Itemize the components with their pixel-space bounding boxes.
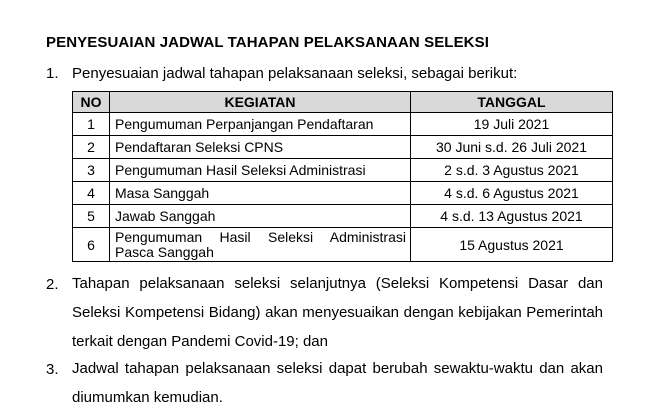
list-number: 1. bbox=[46, 65, 59, 82]
cell-tanggal: 2 s.d. 3 Agustus 2021 bbox=[411, 159, 613, 182]
cell-no: 5 bbox=[73, 205, 110, 228]
cell-tanggal: 19 Juli 2021 bbox=[411, 113, 613, 136]
table-row bbox=[73, 136, 613, 159]
cell-no: 4 bbox=[73, 182, 110, 205]
header-kegiatan: KEGIATAN bbox=[110, 92, 411, 113]
table-row bbox=[73, 228, 613, 262]
cell-kegiatan: Pengumuman Hasil Seleksi Administrasi bbox=[110, 159, 411, 182]
cell-no: 3 bbox=[73, 159, 110, 182]
section-heading: PENYESUAIAN JADWAL TAHAPAN PELAKSANAAN SELEKSI bbox=[46, 34, 489, 51]
cell-tanggal: 15 Agustus 2021 bbox=[411, 228, 613, 262]
list-number: 2. bbox=[46, 276, 59, 293]
table-header-row bbox=[73, 92, 613, 113]
cell-no: 2 bbox=[73, 136, 110, 159]
cell-tanggal: 30 Juni s.d. 26 Juli 2021 bbox=[411, 136, 613, 159]
cell-no: 6 bbox=[73, 228, 110, 262]
cell-kegiatan: Jawab Sanggah bbox=[110, 205, 411, 228]
list-text: Tahapan pelaksanaan seleksi selanjutnya (Seleksi Kompetensi Dasar dan Seleksi Kompetensi Bidang) akan menyesuaikan dengan kebijakan Pemerintah terkait dengan Pandemi Covid-19; dan bbox=[72, 275, 603, 350]
table-row bbox=[73, 113, 613, 136]
list-text: Penyesuaian jadwal tahapan pelaksanaan seleksi, sebagai berikut: bbox=[72, 65, 518, 82]
cell-kegiatan: Pengumuman Perpanjangan Pendaftaran bbox=[110, 113, 411, 136]
cell-no: 1 bbox=[73, 113, 110, 136]
cell-tanggal: 4 s.d. 13 Agustus 2021 bbox=[411, 205, 613, 228]
schedule-table bbox=[72, 91, 613, 262]
list-text: Jadwal tahapan pelaksanaan seleksi dapat berubah sewaktu-waktu dan akan diumumkan kemudian. bbox=[72, 360, 603, 406]
cell-tanggal: 4 s.d. 6 Agustus 2021 bbox=[411, 182, 613, 205]
list-number: 3. bbox=[46, 361, 59, 378]
table-row bbox=[73, 205, 613, 228]
cell-kegiatan: Pendaftaran Seleksi CPNS bbox=[110, 136, 411, 159]
header-no: NO bbox=[73, 92, 110, 113]
table-row bbox=[73, 159, 613, 182]
header-tanggal: TANGGAL bbox=[411, 92, 613, 113]
cell-kegiatan: Pengumuman Hasil Seleksi Administrasi Pasca Sanggah bbox=[110, 228, 411, 262]
table-row bbox=[73, 182, 613, 205]
cell-kegiatan: Masa Sanggah bbox=[110, 182, 411, 205]
